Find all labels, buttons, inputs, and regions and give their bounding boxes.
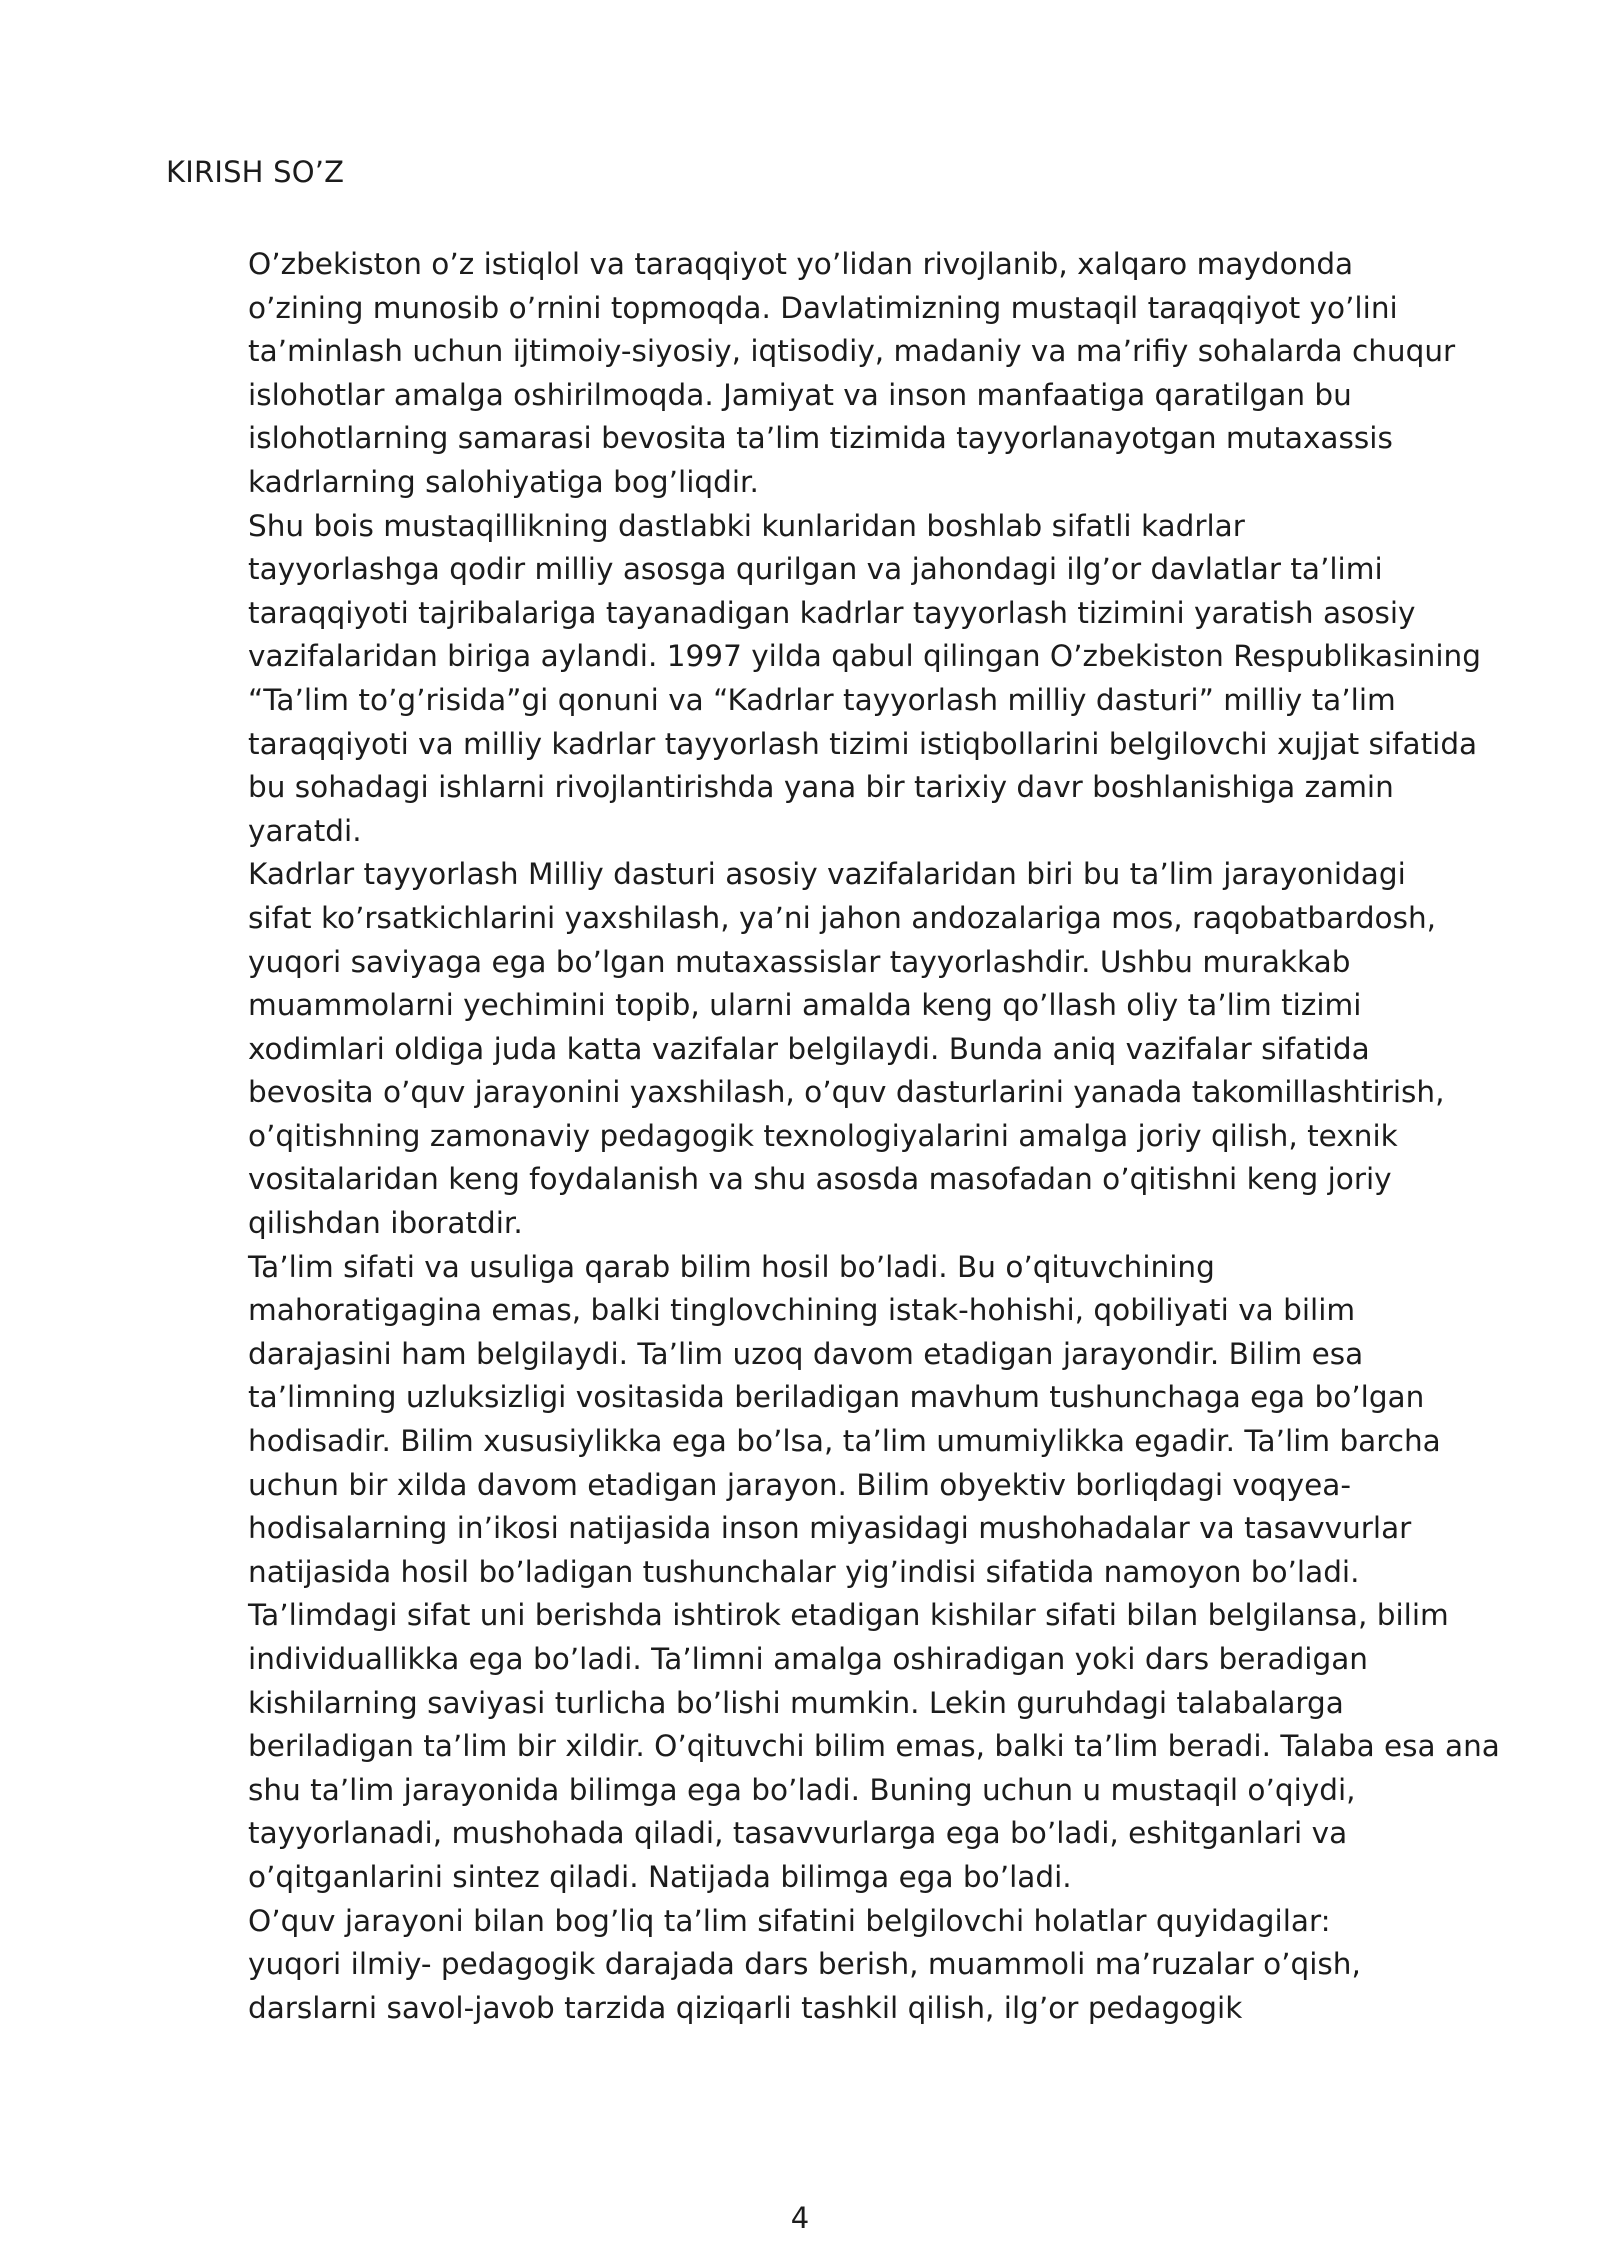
text-line: kadrlarning salohiyatiga bog’liqdir. bbox=[248, 464, 759, 499]
body-text bbox=[166, 243, 1500, 2030]
text-line: darslarni savol-javob tarzida qiziqarli tashkil qilish, ilg’or pedagogik bbox=[248, 1990, 1243, 2025]
text-line: O’quv jarayoni bilan bog’liq ta’lim sifatini belgilovchi holatlar quyidagilar: bbox=[248, 1903, 1331, 1938]
page-title: KIRISH SO’Z bbox=[166, 155, 345, 189]
text-line: O’zbekiston o’z istiqlol va taraqqiyot yo’lidan rivojlanib, xalqaro maydonda bbox=[248, 247, 1354, 281]
text-line: Shu bois mustaqillikning dastlabki kunlaridan boshlab sifatli kadrlar bbox=[248, 508, 1245, 543]
text-line: kishilarning saviyasi turlicha bo’lishi mumkin. Lekin guruhdagi talabalarga bbox=[248, 1685, 1344, 1720]
text-line: bevosita o’quv jarayonini yaxshilash, o’quv dasturlarini yanada takomillashtirish, bbox=[248, 1075, 1445, 1110]
text-line: ta’limning uzluksizligi vositasida beriladigan mavhum tushunchaga ega bo’lgan bbox=[248, 1380, 1425, 1415]
text-line: taraqqiyoti va milliy kadrlar tayyorlash tizimi istiqbollarini belgilovchi xujjat sifatida bbox=[248, 726, 1478, 761]
text-line: individuallikka ega bo’ladi. Ta’limni amalga oshiradigan yoki dars beradigan bbox=[248, 1642, 1369, 1676]
text-line: uchun bir xilda davom etadigan jarayon. Bilim obyektiv borliqdagi voqyea- bbox=[248, 1467, 1351, 1502]
text-line: hodisadir. Bilim xususiylikka ega bo’lsa, ta’lim umumiylikka egadir. Ta’lim barcha bbox=[248, 1424, 1441, 1459]
text-line: vazifalaridan biriga aylandi. 1997 yilda qabul qilingan O’zbekiston Respublikasining bbox=[248, 639, 1481, 674]
text-line: sifat ko’rsatkichlarini yaxshilash, ya’ni jahon andozalariga mos, raqobatbardosh, bbox=[248, 900, 1437, 935]
text-line: yuqori saviyaga ega bo’lgan mutaxassislar tayyorlashdir. Ushbu murakkab bbox=[248, 944, 1351, 979]
text-line: shu ta’lim jarayonida bilimga ega bo’ladi. Buning uchun u mustaqil o’qiydi, bbox=[248, 1772, 1356, 1807]
text-line: beriladigan ta’lim bir xildir. O’qituvchi bilim emas, balki ta’lim beradi. Talaba esa ana bbox=[248, 1729, 1500, 1764]
page-number: 4 bbox=[790, 2201, 810, 2235]
text-line: ta’minlash uchun ijtimoiy-siyosiy, iqtisodiy, madaniy va ma’rifiy sohalarda chuqur bbox=[248, 334, 1456, 369]
text-line: Ta’lim sifati va usuliga qarab bilim hosil bo’ladi. Bu o’qituvchining bbox=[248, 1249, 1215, 1284]
paragraph bbox=[166, 1900, 1456, 2031]
text-line: o’qitishning zamonaviy pedagogik texnologiyalarini amalga joriy qilish, texnik bbox=[248, 1118, 1398, 1153]
text-line: muammolarni yechimini topib, ularni amalda keng qo’llash oliy ta’lim tizimi bbox=[248, 988, 1362, 1023]
text-line: Ta’limdagi sifat uni berishda ishtirok etadigan kishilar sifati bilan belgilansa, bilim bbox=[248, 1598, 1449, 1633]
text-line: yaratdi. bbox=[248, 813, 362, 848]
text-line: mahoratigagina emas, balki tinglovchining istak-hohishi, qobiliyati va bilim bbox=[248, 1293, 1356, 1328]
text-line: o’qitganlarini sintez qiladi. Natijada bilimga ega bo’ladi. bbox=[248, 1859, 1072, 1894]
text-line: islohotlar amalga oshirilmoqda. Jamiyat va inson manfaatiga qaratilgan bu bbox=[248, 377, 1352, 412]
text-line: Kadrlar tayyorlash Milliy dasturi asosiy vazifalaridan biri bu ta’lim jarayonidagi bbox=[248, 857, 1406, 892]
text-line: tayyorlanadi, mushohada qiladi, tasavvurlarga ega bo’ladi, eshitganlari va bbox=[248, 1816, 1348, 1851]
text-line: “Ta’lim to’g’risida”gi qonuni va “Kadrlar tayyorlash milliy dasturi” milliy ta’lim bbox=[248, 682, 1396, 717]
text-line: o’zining munosib o’rnini topmoqda. Davlatimizning mustaqil taraqqiyot yo’lini bbox=[248, 290, 1398, 325]
text-line: natijasida hosil bo’ladigan tushunchalar yig’indisi sifatida namoyon bo’ladi. bbox=[248, 1554, 1360, 1589]
text-line: hodisalarning in’ikosi natijasida inson miyasidagi mushohadalar va tasavvurlar bbox=[248, 1511, 1412, 1546]
text-line: islohotlarning samarasi bevosita ta’lim tizimida tayyorlanayotgan mutaxassis bbox=[248, 421, 1393, 456]
text-line: darajasini ham belgilaydi. Ta’lim uzoq davom etadigan jarayondir. Bilim esa bbox=[248, 1336, 1364, 1371]
text-line: qilishdan iboratdir. bbox=[248, 1206, 523, 1241]
paragraph bbox=[166, 853, 1456, 1245]
text-line: tayyorlashga qodir milliy asosga qurilgan va jahondagi ilg’or davlatlar ta’limi bbox=[248, 552, 1383, 587]
paragraph bbox=[166, 505, 1481, 854]
text-line: vositalaridan keng foydalanish va shu asosda masofadan o’qitishni keng joriy bbox=[248, 1162, 1392, 1197]
paragraph bbox=[166, 243, 1456, 505]
text-line: xodimlari oldiga juda katta vazifalar belgilaydi. Bunda aniq vazifalar sifatida bbox=[248, 1031, 1370, 1066]
text-line: yuqori ilmiy- pedagogik darajada dars berish, muammoli ma’ruzalar o’qish, bbox=[248, 1947, 1361, 1982]
paragraph bbox=[166, 1246, 1500, 1900]
text-line: taraqqiyoti tajribalariga tayanadigan kadrlar tayyorlash tizimini yaratish asosiy bbox=[248, 595, 1416, 630]
text-line: bu sohadagi ishlarni rivojlantirishda yana bir tarixiy davr boshlanishiga zamin bbox=[248, 770, 1394, 805]
